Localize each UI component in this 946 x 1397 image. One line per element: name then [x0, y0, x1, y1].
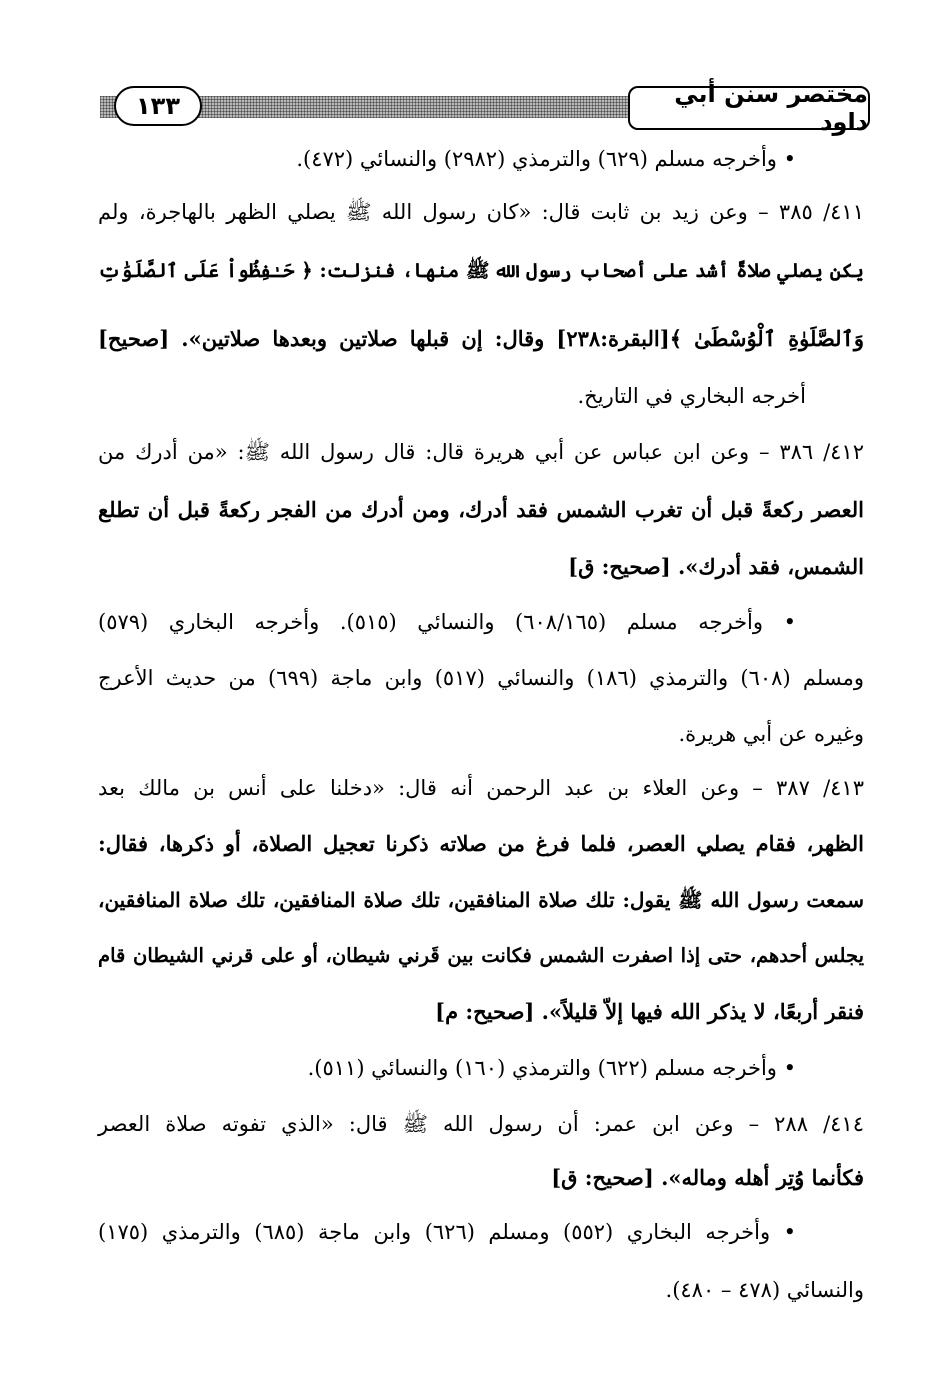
- text-line-1: • وأخرجه مسلم (٦٢٩) والترمذي (٢٩٨٢) والنسائي (٤٧٢).: [296, 147, 796, 171]
- text-line-6: ٤١٢/ ٣٨٦ – وعن ابن عباس عن أبي هريرة قال: قال رسول الله ﷺ: «من أدرك من: [98, 440, 864, 464]
- text-line-18: ٤١٤/ ٢٨٨ – وعن ابن عمر: أن رسول الله ﷺ قال: «الذي تفوته صلاة العصر: [98, 1112, 864, 1136]
- text-line-11: وغيره عن أبي هريرة.: [678, 722, 864, 746]
- text-line-3: يكن يصلي صلاةً أشد على أصحاب رسول الله ﷺ منها، فنزلت: ﴿ حَـٰفِظُواْ عَلَى ٱلصَّلَوَٰتِ: [98, 259, 864, 282]
- text-line-10: ومسلم (٦٠٨) والترمذي (١٨٦) والنسائي (٥١٧) وابن ماجة (٦٩٩) من حديث الأعرج: [98, 666, 864, 690]
- text-line-9: • وأخرجه مسلم (٦٠٨/١٦٥) والنسائي (٥١٥). وأخرجه البخاري (٥٧٩): [98, 610, 796, 634]
- text-line-8: الشمس، فقد أدرك». [صحيح: ق]: [568, 554, 864, 579]
- text-line-20: • وأخرجه البخاري (٥٥٢) ومسلم (٦٢٦) وابن ماجة (٦٨٥) والترمذي (١٧٥): [98, 1220, 797, 1244]
- text-line-16: فنقر أربعًا، لا يذكر الله فيها إلاّ قليلاً». [صحيح: م]: [435, 999, 864, 1024]
- text-line-21: والنسائي (٤٧٨ – ٤٨٠).: [665, 1278, 864, 1302]
- page-header: [100, 80, 870, 136]
- text-line-4: وَٱلصَّلَوٰةِ ٱلْوُسْطَىٰ ﴾[البقرة:٢٣٨] وقال: إن قبلها صلاتين وبعدها صلاتين». [صحيح]: [98, 326, 864, 351]
- text-line-15: يجلس أحدهم، حتى إذا اصفرت الشمس فكانت بين قَرني شيطان، أو على قرني الشيطان قام: [98, 944, 864, 967]
- text-line-2: ٤١١/ ٣٨٥ – وعن زيد بن ثابت قال: «كان رسول الله ﷺ يصلي الظهر بالهاجرة، ولم: [98, 200, 864, 224]
- text-line-13: الظهر، فقام يصلي العصر، فلما فرغ من صلاته ذكرنا تعجيل الصلاة، أو ذكرها، فقال:: [98, 831, 864, 856]
- text-line-12: ٤١٣/ ٣٨٧ – وعن العلاء بن عبد الرحمن أنه قال: «دخلنا على أنس بن مالك بعد: [98, 776, 864, 800]
- text-line-14: سمعت رسول الله ﷺ يقول: تلك صلاة المنافقين، تلك صلاة المنافقين، تلك صلاة المنافقين،: [98, 888, 864, 912]
- book-title: مختصر سنن أبي داود: [628, 86, 870, 130]
- page-number: ١٣٣: [114, 86, 202, 126]
- text-line-19: فكأنما وُتِر أهله وماله». [صحيح: ق]: [551, 1165, 864, 1190]
- text-line-7: العصر ركعةً قبل أن تغرب الشمس فقد أدرك، ومن أدرك من الفجر ركعةً قبل أن تطلع: [98, 497, 864, 522]
- text-line-17: • وأخرجه مسلم (٦٢٢) والترمذي (١٦٠) والنسائي (٥١١).: [307, 1056, 796, 1080]
- text-line-5: أخرجه البخاري في التاريخ.: [577, 384, 806, 408]
